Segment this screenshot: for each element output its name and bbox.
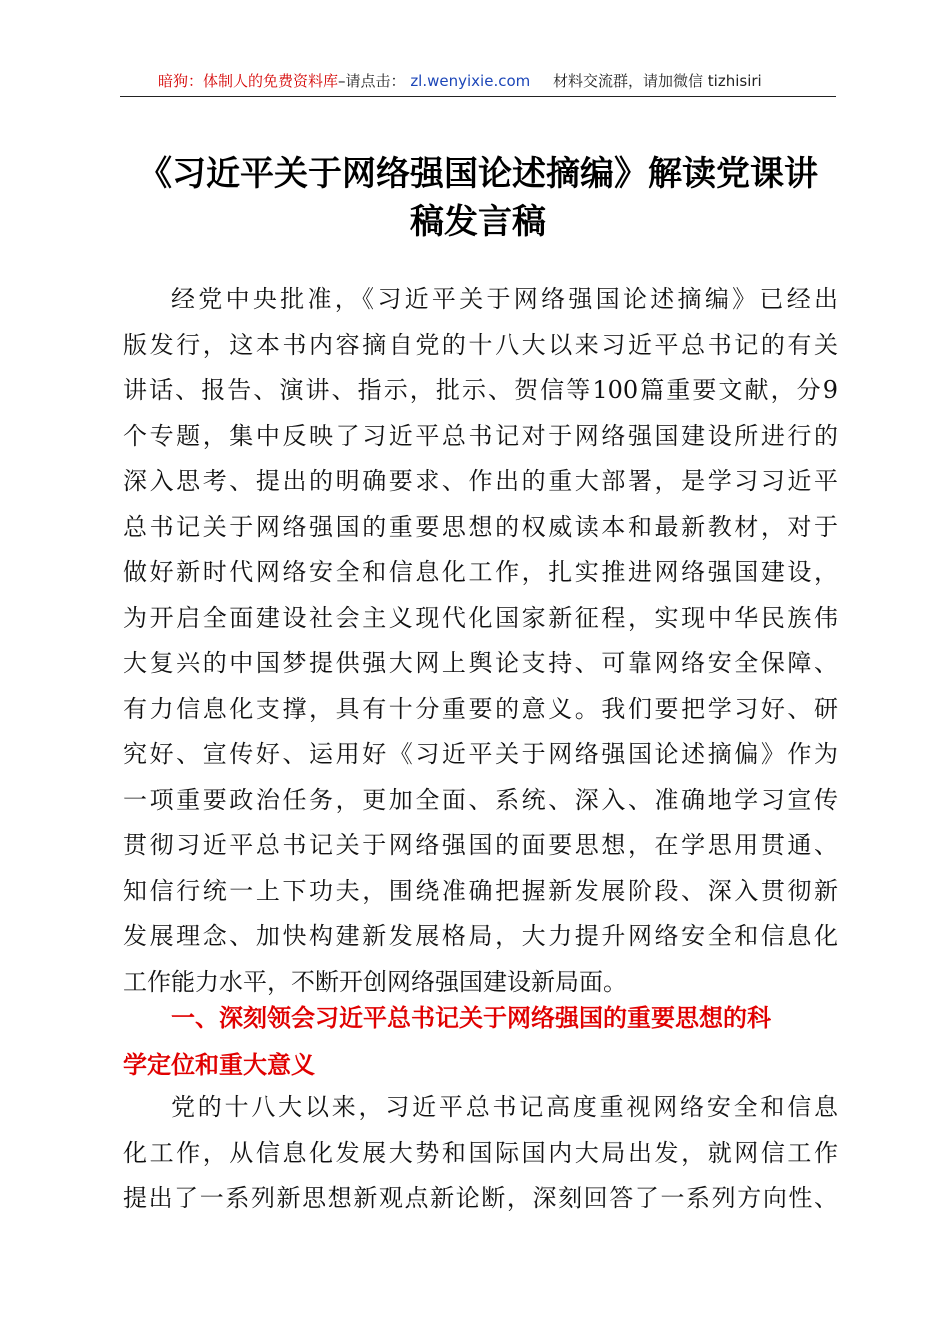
title-line-1: 《习近平关于网络强国论述摘编》解读党课讲: [138, 154, 818, 194]
paragraph-1: [123, 277, 838, 1005]
paragraph-line: 经党中央批准，《习近平关于网络强国论述摘编》已经出: [171, 285, 838, 313]
paragraph-line: 做好新时代网络安全和信息化工作，扎实推进网络强国建设，: [123, 558, 838, 586]
paragraph-line: 化工作，从信息化发展大势和国际国内大局出发，就网信工作: [123, 1138, 838, 1167]
paragraph-line: 知信行统一上下功夫，围绕准确把握新发展阶段、深入贯彻新: [123, 876, 838, 905]
paragraph-line: 究好、宣传好、运用好《习近平关于网络强国论述摘偏》作为: [123, 740, 838, 768]
title-line-2: 稿发言稿: [410, 202, 546, 242]
header-click-text: –请点击：: [338, 72, 406, 90]
section-heading-line-1: 一、深刻领会习近平总书记关于网络强国的重要思想的科: [171, 1004, 771, 1032]
header-promo-text: 暗狗：体制人的免费资料库: [158, 72, 339, 90]
page-header: [120, 66, 836, 97]
paragraph-line: 发展理念、加快构建新发展格局，大力提升网络安全和信息化: [123, 922, 838, 950]
paragraph-line: 工作能力水平，不断开创网络强国建设新局面。: [123, 967, 627, 996]
paragraph-line: 个专题，集中反映了习近平总书记对于网络强国建设所进行的: [123, 421, 838, 450]
paragraph-line: 总书记关于网络强国的重要思想的权威读本和最新教材，对于: [123, 512, 838, 541]
section-heading-1: [123, 995, 838, 1089]
document-title: [120, 150, 836, 246]
paragraph-line: 讲话、报告、演讲、指示，批示、贺信等100篇重要文献，分9: [123, 376, 838, 404]
paragraph-line: 为开启全面建设社会主义现代化国家新征程，实现中华民族伟: [123, 603, 838, 632]
header-wechat-text: 材料交流群，请加微信 tizhisiri: [553, 72, 762, 90]
paragraph-line: 深入思考、提出的明确要求、作出的重大部署，是学习习近平: [123, 467, 838, 495]
paragraph-line: 贯彻习近平总书记关于网络强国的面要思想，在学思用贯通、: [123, 831, 838, 859]
paragraph-2: [123, 1085, 838, 1222]
paragraph-line: 党的十八大以来，习近平总书记高度重视网络安全和信息: [171, 1093, 838, 1121]
paragraph-line: 提出了一系列新思想新观点新论断，深刻回答了一系列方向性、: [123, 1184, 838, 1212]
paragraph-line: 版发行，这本书内容摘自党的十八大以来习近平总书记的有关: [123, 330, 838, 359]
paragraph-line: 大复兴的中国梦提供强大网上舆论支持、可靠网络安全保障、: [123, 649, 838, 677]
section-heading-line-2: 学定位和重大意义: [123, 1051, 315, 1079]
paragraph-line: 一项重要政治任务，更加全面、系统、深入、准确地学习宣传: [123, 785, 838, 814]
paragraph-line: 有力信息化支撑，具有十分重要的意义。我们要把学习好、研: [123, 694, 838, 723]
header-link[interactable]: zl.wenyixie.com: [410, 72, 531, 90]
